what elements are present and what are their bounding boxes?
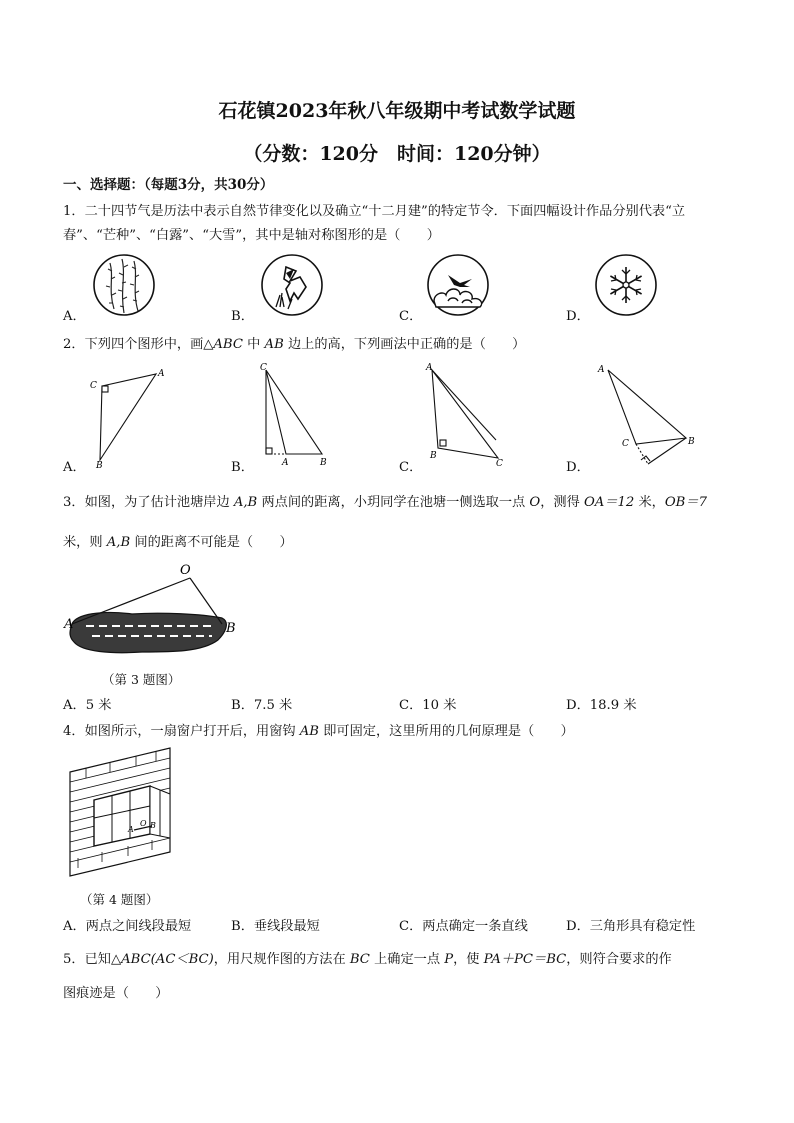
q4-option-c: C．两点确定一条直线 <box>399 919 528 934</box>
point-label-b: B <box>320 458 327 468</box>
q4-math-ab: AB <box>299 724 319 739</box>
q2-option-d-label: D． <box>566 460 590 475</box>
q3-math-ab: A,B <box>106 535 131 550</box>
q3-text-part: 米， <box>634 495 665 510</box>
q3-math-ob: OB＝7 <box>664 495 707 510</box>
q5-math-equation: PA＋PC＝BC <box>483 952 567 967</box>
point-label-c: C <box>260 363 267 373</box>
q2-figure-c <box>422 362 512 470</box>
point-label-a: A <box>64 617 74 632</box>
section-heading: 一、选择题：（每题3分，共30分） <box>63 177 274 193</box>
point-label-b: B <box>150 821 156 830</box>
q4-option-b: B．垂线段最短 <box>231 919 320 934</box>
q5-math-condition: ABC(AC＜BC) <box>121 952 214 967</box>
q5-text-part: 5．已知△ <box>63 952 122 967</box>
q5-text-part: ，则符合要求的作 <box>566 952 672 967</box>
q2-text-part: 边上的高，下列画法中正确的是（ ） <box>283 337 526 352</box>
q3-math-oa: OA＝12 <box>583 495 635 510</box>
q3-option-a: A．5 米 <box>63 698 112 713</box>
q3-text-line1 <box>63 491 707 510</box>
q3-option-d: D．18.9 米 <box>566 698 637 713</box>
q4-text-part: 4．如图所示，一扇窗户打开后，用窗钩 <box>63 724 300 739</box>
point-label-c: C <box>496 459 503 469</box>
q3-text-part: 米，则 <box>63 535 107 550</box>
q4-figure-caption: （第 4 题图） <box>80 892 159 907</box>
q3-text-part: ，测得 <box>540 495 584 510</box>
q2-option-b-label: B． <box>231 460 254 475</box>
point-label-c: C <box>622 439 629 449</box>
q2-math-ab: AB <box>264 337 284 352</box>
point-label-a: A <box>282 458 289 468</box>
q2-text-part: 中 <box>242 337 265 352</box>
q2-figure-d <box>594 360 704 470</box>
point-label-o: O <box>180 563 191 578</box>
bailu-icon <box>426 253 490 317</box>
q1-text-line1: 1．二十四节气是历法中表示自然节律变化以及确立“十二月建”的特定节令．下面四幅设计作品分别代表“立 <box>63 204 686 219</box>
point-label-a: A <box>426 363 433 373</box>
pond-figure <box>62 560 242 660</box>
q5-text-part: ，使 <box>453 952 484 967</box>
point-label-o: O <box>140 819 147 828</box>
point-label-a: A <box>128 825 134 834</box>
q5-text-part: ，用尺规作图的方法在 <box>213 952 350 967</box>
window-figure <box>66 742 186 882</box>
point-label-b: B <box>688 437 695 447</box>
point-label-c: C <box>90 381 97 391</box>
q5-text-line2: 图痕迹是（ ） <box>63 986 169 1001</box>
daxue-icon <box>594 253 658 317</box>
q2-option-a-label: A． <box>63 460 86 475</box>
q2-math-abc: ABC <box>213 337 243 352</box>
q3-text-part: 两点间的距离，小玥同学在池塘一侧选取一点 <box>257 495 530 510</box>
mangzhong-icon <box>260 253 324 317</box>
q1-text-line2: 春”、“芒种”、“白露”、“大雪”，其中是轴对称图形的是（ ） <box>63 228 440 243</box>
q4-option-a: A．两点之间线段最短 <box>63 919 192 934</box>
q3-text-part: 3．如图，为了估计池塘岸边 <box>63 495 234 510</box>
q1-option-c-label: C． <box>399 309 423 324</box>
q4-option-d: D．三角形具有稳定性 <box>566 919 696 934</box>
q2-text <box>63 333 525 352</box>
q3-figure-caption: （第 3 题图） <box>102 672 181 687</box>
q3-text-part: 间的距离不可能是（ ） <box>130 535 293 550</box>
q3-option-b: B．7.5 米 <box>231 698 293 713</box>
point-label-b: B <box>96 461 103 471</box>
q5-math-p: P <box>444 952 454 967</box>
q3-math-o: O <box>529 495 541 510</box>
q1-option-b-label: B． <box>231 309 254 324</box>
point-label-b: B <box>226 621 236 636</box>
q5-math-bc: BC <box>349 952 370 967</box>
q4-text-part: 即可固定，这里所用的几何原理是（ ） <box>319 724 574 739</box>
q2-figure-a <box>86 366 166 470</box>
page-subtitle: （分数：120分 时间：120分钟） <box>243 143 551 165</box>
point-label-b: B <box>430 451 437 461</box>
point-label-a: A <box>598 365 605 375</box>
q5-text-line1 <box>63 948 672 967</box>
q3-option-c: C．10 米 <box>399 698 457 713</box>
lichun-icon <box>92 253 156 317</box>
q4-text <box>63 720 574 739</box>
q2-option-c-label: C． <box>399 460 423 475</box>
q1-option-a-label: A． <box>63 309 86 324</box>
q3-math-ab: A,B <box>233 495 258 510</box>
q2-text-part: 2．下列四个图形中，画△ <box>63 337 214 352</box>
q1-option-d-label: D． <box>566 309 590 324</box>
q5-text-part: 上确定一点 <box>369 952 445 967</box>
q2-figure-b <box>256 362 336 470</box>
point-label-a: A <box>158 369 165 379</box>
q3-text-line2 <box>63 531 293 550</box>
page-title: 石花镇2023年秋八年级期中考试数学试题 <box>218 100 576 122</box>
